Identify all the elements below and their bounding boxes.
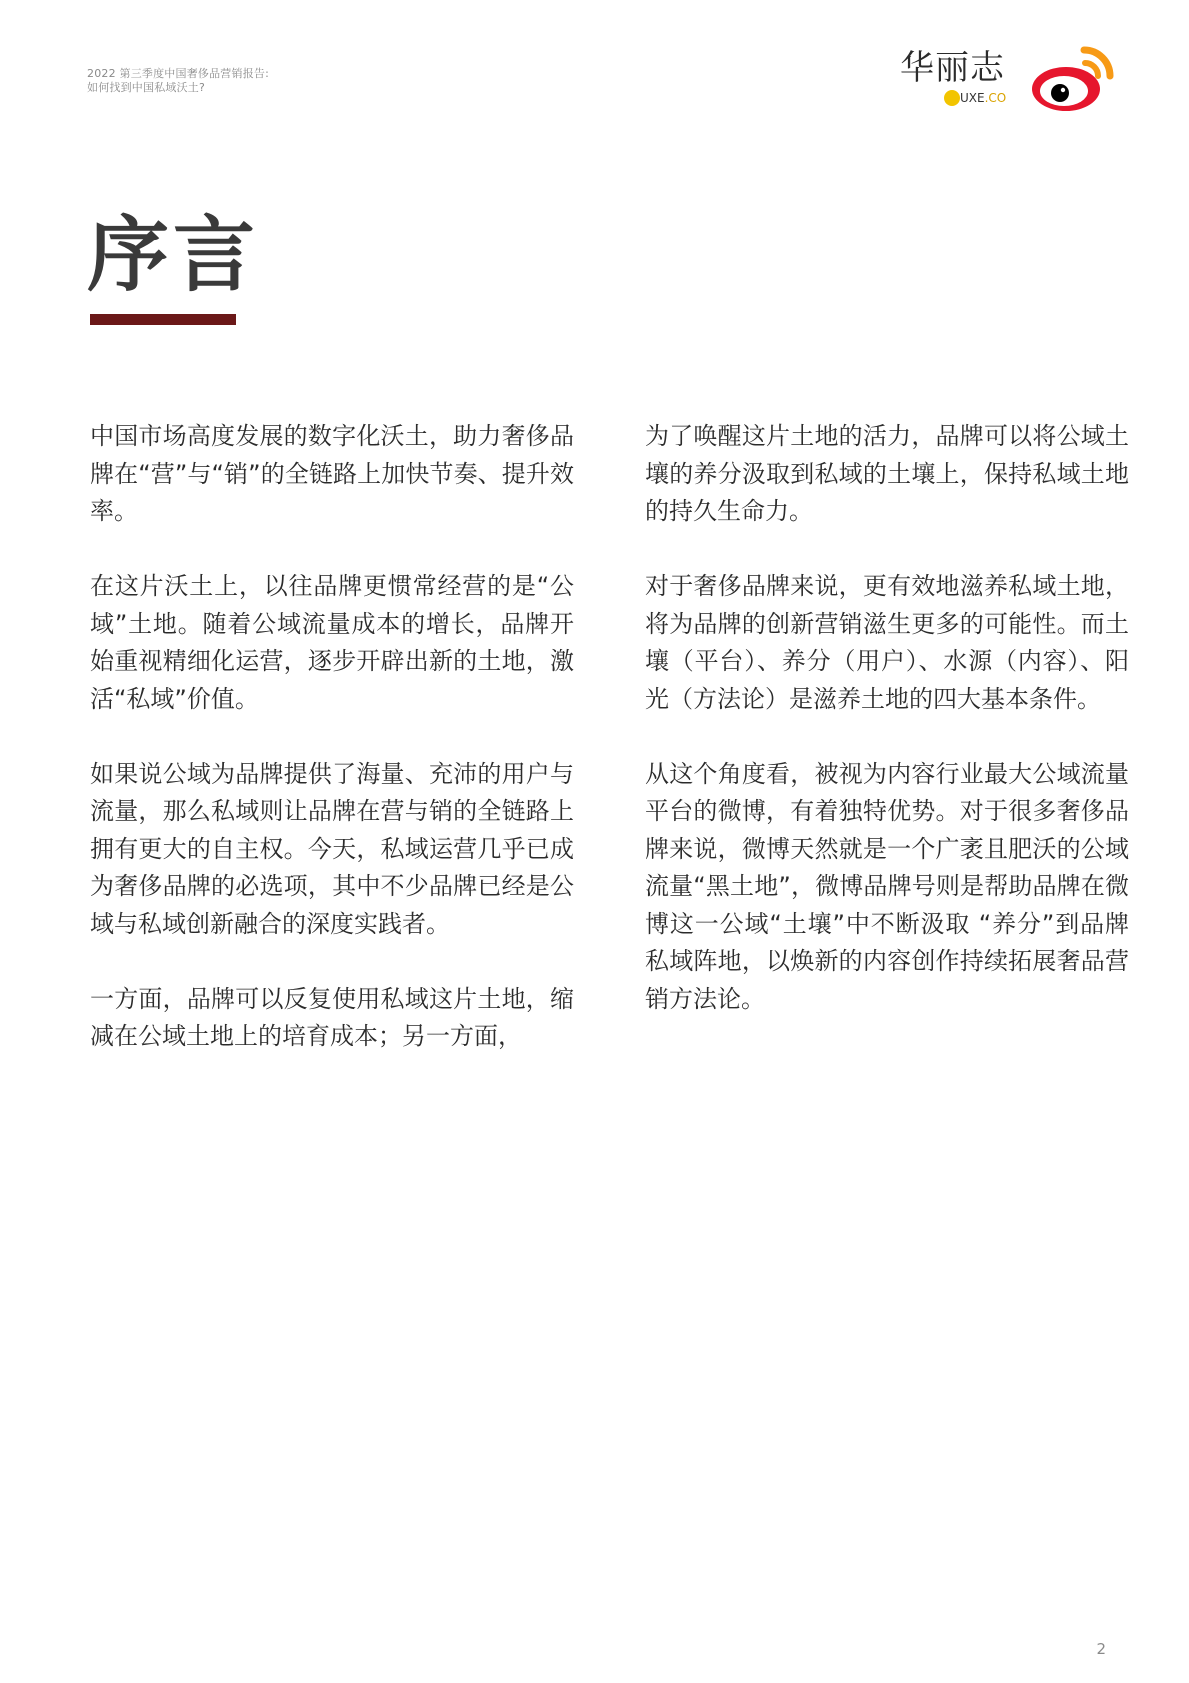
title-underline-bar <box>90 314 236 325</box>
left-text-column <box>90 418 574 1093</box>
luxe-logo-uxe: UXE <box>960 91 985 105</box>
paragraph: 中国市场高度发展的数字化沃土，助力奢侈品牌在“营”与“销”的全链路上加快节奏、提升效率。 <box>90 422 574 525</box>
luxe-logo-co: .CO <box>984 91 1007 105</box>
report-header <box>87 67 269 95</box>
paragraph: 从这个角度看，被视为内容行业最大公域流量平台的微博，有着独特优势。对于很多奢侈品牌来说，微博天然就是一个广袤且肥沃的公域流量“黑土地”，微博品牌号则是帮助品牌在微博这一公域“土壤”中不断汲取 “养分”到品牌私域阵地，以焕新的内容创作持续拓展奢品营销方法论。 <box>645 759 1129 1013</box>
weibo-logo-eye-highlight <box>1061 88 1065 92</box>
luxe-logo <box>900 48 1010 110</box>
paragraph: 为了唤醒这片土地的活力，品牌可以将公域土壤的养分汲取到私域的土壤上，保持私域土地的持久生命力。 <box>645 422 1129 525</box>
paragraph: 对于奢侈品牌来说，更有效地滋养私域土地，将为品牌的创新营销滋生更多的可能性。而土壤（平台）、养分（用户）、水源（内容）、阳光（方法论）是滋养土地的四大基本条件。 <box>645 572 1129 713</box>
luxe-logo-english <box>944 90 1006 106</box>
paragraph: 一方面，品牌可以反复使用私域这片土地，缩减在公域土地上的培育成本；另一方面， <box>90 984 574 1050</box>
page-number: 2 <box>1096 1640 1106 1658</box>
luxe-logo-chinese: 华丽志 <box>900 48 1005 88</box>
report-header-line-1: 2022 第三季度中国奢侈品营销报告: <box>87 67 269 80</box>
report-header-line-2: 如何找到中国私域沃土? <box>87 81 206 94</box>
right-text-column <box>645 418 1129 1056</box>
paragraph: 如果说公域为品牌提供了海量、充沛的用户与流量，那么私域则让品牌在营与销的全链路上拥有更大的自主权。今天，私域运营几乎已成为奢侈品牌的必选项，其中不少品牌已经是公域与私域创新融合的深度实践者。 <box>90 759 574 938</box>
paragraph: 在这片沃土上，以往品牌更惯常经营的是“公域”土地。随着公域流量成本的增长，品牌开始重视精细化运营，逐步开辟出新的土地，激活“私域”价值。 <box>90 572 574 713</box>
page-title: 序言 <box>87 208 260 303</box>
weibo-logo-icon <box>1030 44 1114 114</box>
weibo-logo-eye <box>1051 84 1069 102</box>
